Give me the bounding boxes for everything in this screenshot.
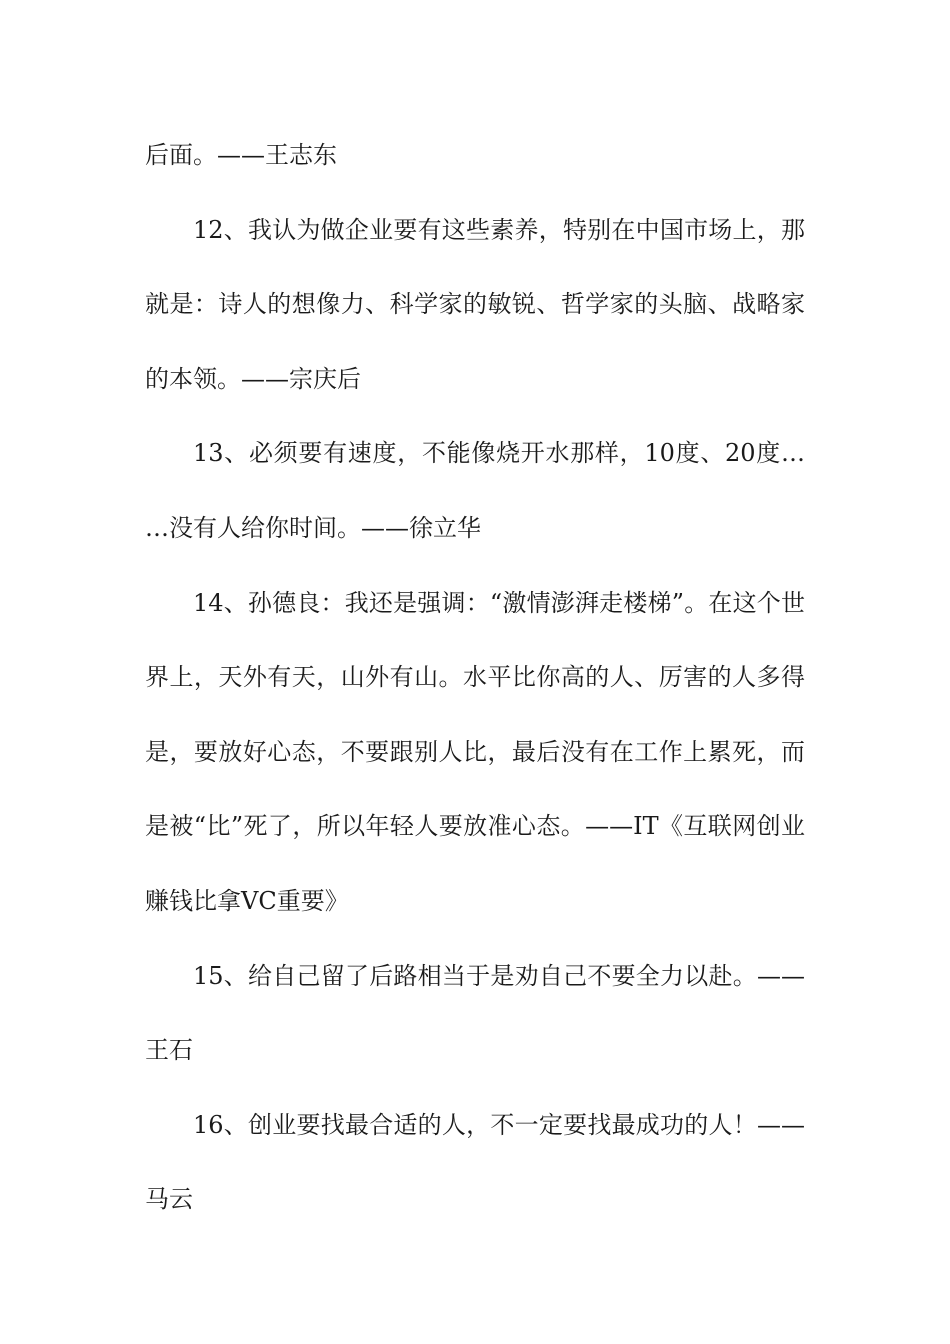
paragraph-quote-16: 16、创业要找最合适的人，不一定要找最成功的人！——马云 xyxy=(145,1110,805,1214)
document-body xyxy=(145,118,805,1237)
paragraph-continuation: 后面。——王志东 xyxy=(145,141,337,169)
paragraph-quote-15: 15、给自己留了后路相当于是劝自己不要全力以赴。——王石 xyxy=(145,961,805,1065)
paragraph-quote-13: 13、必须要有速度，不能像烧开水那样，10度、20度……没有人给你时间。——徐立华 xyxy=(145,439,805,542)
paragraph-quote-12: 12、我认为做企业要有这些素养，特别在中国市场上，那就是：诗人的想像力、科学家的敏锐、哲学家的头脑、战略家的本领。——宗庆后 xyxy=(145,215,805,393)
paragraph-quote-14: 14、孙德良：我还是强调：“激情澎湃走楼梯”。在这个世界上，天外有天，山外有山。水平比你高的人、厉害的人多得是，要放好心态，不要跟别人比，最后没有在工作上累死，而是被“比”死了，所以年轻人要放准心态。——IT《互联网创业赚钱比拿VC重要》 xyxy=(145,588,805,915)
